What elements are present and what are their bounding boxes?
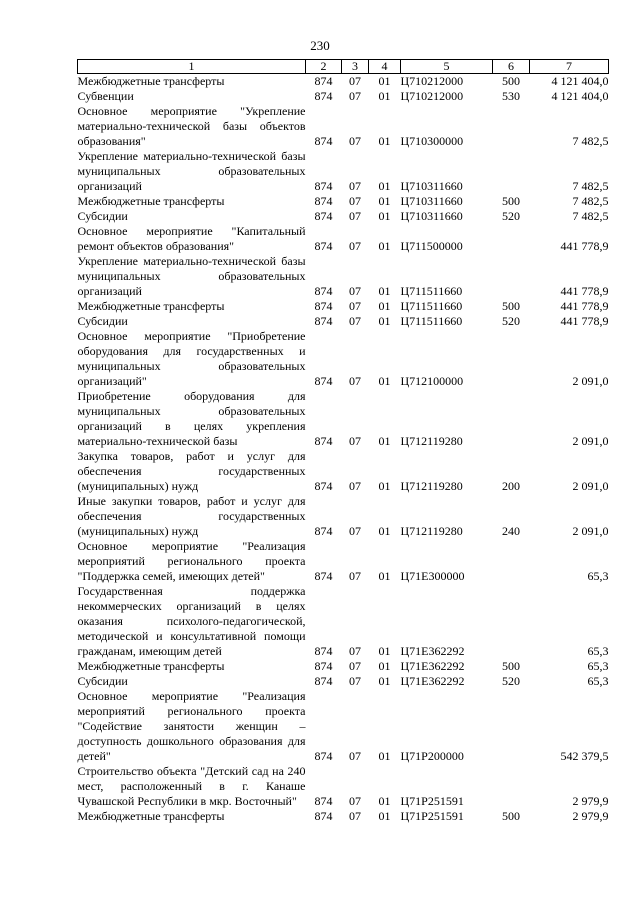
cell-target-item: Ц711500000 [400, 239, 463, 253]
cell-name: Основное мероприятие "Реализация мероприятий регионального проекта "Поддержка семей, имеющих детей" [77, 539, 306, 583]
table-body [78, 74, 609, 825]
column-header-3: 3 [342, 60, 369, 74]
cell-subsection: 01 [378, 314, 391, 328]
cell-amount: 2 091,0 [572, 374, 609, 388]
cell-name: Межбюджетные трансферты [77, 659, 225, 673]
cell-section: 07 [349, 479, 361, 493]
cell-ministry: 874 [314, 479, 333, 493]
cell-ministry: 874 [314, 314, 333, 328]
column-header-7: 7 [530, 60, 609, 74]
table-row [78, 254, 609, 299]
cell-target-item: Ц711511660 [400, 314, 463, 328]
cell-target-item: Ц712119280 [400, 524, 463, 538]
cell-amount: 7 482,5 [572, 134, 609, 148]
cell-name: Укрепление материально-технической базы муниципальных образовательных организаций [77, 254, 306, 298]
cell-subsection: 01 [378, 524, 391, 538]
cell-amount: 542 379,5 [560, 749, 609, 763]
table-row [78, 329, 609, 389]
table-header-row [78, 60, 609, 74]
cell-section: 07 [349, 434, 361, 448]
cell-amount: 2 091,0 [572, 434, 609, 448]
cell-subsection: 01 [378, 209, 391, 223]
cell-amount: 7 482,5 [572, 179, 609, 193]
table-row [78, 674, 609, 689]
cell-subsection: 01 [378, 809, 391, 823]
cell-ministry: 874 [314, 89, 333, 103]
cell-amount: 2 091,0 [572, 479, 609, 493]
cell-target-item: Ц712119280 [400, 434, 463, 448]
cell-expense-type: 520 [502, 314, 520, 328]
cell-amount: 2 979,9 [572, 794, 609, 808]
cell-target-item: Ц71Р200000 [400, 749, 464, 763]
cell-target-item: Ц71Е362292 [400, 644, 465, 658]
cell-ministry: 874 [314, 569, 333, 583]
table-row [78, 104, 609, 149]
table-row [78, 194, 609, 209]
cell-expense-type: 500 [502, 659, 520, 673]
cell-expense-type [493, 689, 530, 764]
cell-ministry: 874 [314, 209, 333, 223]
cell-expense-type [493, 104, 530, 149]
cell-amount: 441 778,9 [560, 299, 609, 313]
cell-amount: 65,3 [587, 674, 609, 688]
cell-subsection: 01 [378, 134, 391, 148]
cell-target-item: Ц71Р251591 [400, 809, 464, 823]
page-number: 230 [310, 38, 330, 53]
cell-expense-type [493, 389, 530, 449]
table-row [78, 389, 609, 449]
cell-ministry: 874 [314, 809, 333, 823]
cell-expense-type: 500 [502, 809, 520, 823]
cell-section: 07 [349, 749, 361, 763]
cell-expense-type: 500 [502, 74, 520, 88]
cell-expense-type [493, 329, 530, 389]
cell-amount: 2 979,9 [572, 809, 609, 823]
cell-amount: 441 778,9 [560, 314, 609, 328]
cell-section: 07 [349, 314, 361, 328]
cell-section: 07 [349, 299, 361, 313]
cell-amount: 65,3 [587, 644, 609, 658]
table-row [78, 809, 609, 824]
cell-section: 07 [349, 134, 361, 148]
cell-expense-type: 500 [502, 194, 520, 208]
cell-expense-type [493, 149, 530, 194]
cell-section: 07 [349, 89, 361, 103]
cell-target-item: Ц712119280 [400, 479, 463, 493]
column-header-2: 2 [306, 60, 342, 74]
cell-name: Субвенции [77, 89, 134, 103]
table-row [78, 539, 609, 584]
cell-target-item: Ц710212000 [400, 74, 464, 88]
cell-name: Приобретение оборудования для муниципальных образовательных организаций в целях укрепления материально-технической базы [77, 389, 306, 448]
cell-expense-type: 530 [502, 89, 520, 103]
cell-amount: 65,3 [587, 569, 609, 583]
cell-subsection: 01 [378, 374, 391, 388]
table-row [78, 314, 609, 329]
cell-amount: 4 121 404,0 [551, 74, 609, 88]
cell-ministry: 874 [314, 794, 333, 808]
cell-target-item: Ц710311660 [400, 179, 463, 193]
table-row [78, 89, 609, 104]
table-row [78, 224, 609, 254]
cell-expense-type [493, 224, 530, 254]
cell-ministry: 874 [314, 179, 333, 193]
cell-section: 07 [349, 674, 361, 688]
cell-target-item: Ц711511660 [400, 299, 463, 313]
table-row [78, 449, 609, 494]
cell-expense-type [493, 539, 530, 584]
cell-section: 07 [349, 644, 361, 658]
cell-target-item: Ц710311660 [400, 194, 463, 208]
cell-subsection: 01 [378, 299, 391, 313]
cell-name: Иные закупки товаров, работ и услуг для обеспечения государственных (муниципальных) нужд [77, 494, 306, 538]
cell-name: Основное мероприятие "Капитальный ремонт объектов образования" [77, 224, 306, 253]
cell-ministry: 874 [314, 644, 333, 658]
cell-amount: 441 778,9 [560, 239, 609, 253]
cell-amount: 4 121 404,0 [551, 89, 609, 103]
cell-target-item: Ц710311660 [400, 209, 463, 223]
cell-expense-type: 520 [502, 209, 520, 223]
cell-ministry: 874 [314, 299, 333, 313]
cell-amount: 65,3 [587, 659, 609, 673]
cell-name: Межбюджетные трансферты [77, 299, 225, 313]
column-header-6: 6 [493, 60, 530, 74]
cell-subsection: 01 [378, 674, 391, 688]
budget-table [77, 59, 609, 824]
column-header-5: 5 [401, 60, 493, 74]
cell-ministry: 874 [314, 239, 333, 253]
cell-name: Закупка товаров, работ и услуг для обеспечения государственных (муниципальных) нужд [77, 449, 306, 493]
cell-subsection: 01 [378, 239, 391, 253]
cell-section: 07 [349, 794, 361, 808]
table-row [78, 659, 609, 674]
cell-subsection: 01 [378, 74, 391, 88]
cell-subsection: 01 [378, 179, 391, 193]
table-row [78, 584, 609, 659]
table-row [78, 74, 609, 90]
cell-subsection: 01 [378, 644, 391, 658]
cell-section: 07 [349, 194, 361, 208]
cell-ministry: 874 [314, 524, 333, 538]
cell-section: 07 [349, 659, 361, 673]
cell-name: Основное мероприятие "Реализация мероприятий регионального проекта "Содействие занятости женщин – доступность дошкольного образования для детей" [77, 689, 306, 763]
cell-name: Межбюджетные трансферты [77, 809, 225, 823]
table-row [78, 149, 609, 194]
cell-target-item: Ц71Е362292 [400, 659, 465, 673]
cell-amount: 441 778,9 [560, 284, 609, 298]
cell-expense-type: 500 [502, 299, 520, 313]
cell-section: 07 [349, 74, 361, 88]
cell-section: 07 [349, 809, 361, 823]
cell-name: Межбюджетные трансферты [77, 194, 225, 208]
cell-subsection: 01 [378, 749, 391, 763]
cell-amount: 2 091,0 [572, 524, 609, 538]
table-row [78, 764, 609, 809]
cell-subsection: 01 [378, 194, 391, 208]
cell-subsection: 01 [378, 434, 391, 448]
cell-name: Укрепление материально-технической базы муниципальных образовательных организаций [77, 149, 306, 193]
cell-section: 07 [349, 374, 361, 388]
cell-subsection: 01 [378, 569, 391, 583]
cell-ministry: 874 [314, 674, 333, 688]
cell-section: 07 [349, 284, 361, 298]
cell-expense-type [493, 764, 530, 809]
cell-expense-type: 520 [502, 674, 520, 688]
cell-target-item: Ц712100000 [400, 374, 464, 388]
cell-ministry: 874 [314, 374, 333, 388]
cell-name: Межбюджетные трансферты [77, 74, 225, 88]
column-header-1: 1 [78, 60, 306, 74]
column-header-4: 4 [369, 60, 401, 74]
cell-expense-type [493, 254, 530, 299]
cell-name: Основное мероприятие "Приобретение оборудования для государственных и муниципальных образовательных организаций" [77, 329, 306, 388]
cell-target-item: Ц71Е362292 [400, 674, 465, 688]
cell-ministry: 874 [314, 749, 333, 763]
cell-name: Субсидии [77, 674, 128, 688]
cell-name: Государственная поддержка некоммерческих организаций в целях оказания психолого-педагогической, методической и консультативной помощи гражданам, имеющим детей [77, 584, 306, 658]
cell-ministry: 874 [314, 284, 333, 298]
cell-amount: 7 482,5 [572, 194, 609, 208]
cell-subsection: 01 [378, 284, 391, 298]
cell-target-item: Ц71Р251591 [400, 794, 464, 808]
cell-expense-type: 200 [502, 479, 520, 493]
cell-expense-type: 240 [502, 524, 520, 538]
cell-section: 07 [349, 209, 361, 223]
cell-ministry: 874 [314, 659, 333, 673]
table-row [78, 299, 609, 314]
table-row [78, 494, 609, 539]
cell-subsection: 01 [378, 89, 391, 103]
table-row [78, 689, 609, 764]
cell-subsection: 01 [378, 659, 391, 673]
cell-amount: 7 482,5 [572, 209, 609, 223]
cell-subsection: 01 [378, 794, 391, 808]
cell-ministry: 874 [314, 74, 333, 88]
cell-name: Субсидии [77, 209, 128, 223]
cell-target-item: Ц711511660 [400, 284, 463, 298]
cell-target-item: Ц71Е300000 [400, 569, 465, 583]
cell-ministry: 874 [314, 194, 333, 208]
cell-section: 07 [349, 179, 361, 193]
cell-section: 07 [349, 239, 361, 253]
cell-target-item: Ц710212000 [400, 89, 464, 103]
cell-ministry: 874 [314, 134, 333, 148]
cell-name: Субсидии [77, 314, 128, 328]
cell-expense-type [493, 584, 530, 659]
cell-section: 07 [349, 524, 361, 538]
cell-subsection: 01 [378, 479, 391, 493]
cell-section: 07 [349, 569, 361, 583]
table-row [78, 209, 609, 224]
cell-name: Строительство объекта "Детский сад на 240 мест, расположенный в г. Канаше Чувашской Республики в мкр. Восточный" [77, 764, 306, 808]
cell-target-item: Ц710300000 [400, 134, 464, 148]
cell-ministry: 874 [314, 434, 333, 448]
cell-name: Основное мероприятие "Укрепление материально-технической базы объектов образования" [77, 104, 306, 148]
